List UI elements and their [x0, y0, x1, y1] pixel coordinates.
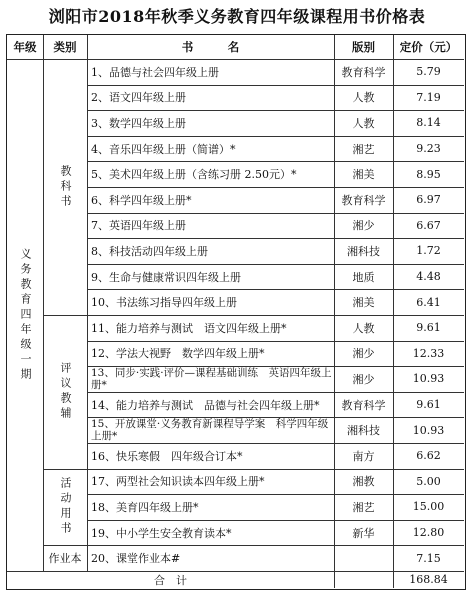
- publisher-cell: 南方: [352, 449, 375, 463]
- row-divider: [87, 238, 464, 239]
- row-divider: [87, 85, 464, 86]
- book-name-cell: 11、能力培养与测试 语文四年级上册*: [91, 321, 287, 335]
- publisher-cell: 湘艺: [352, 500, 375, 514]
- column-divider: [87, 35, 88, 571]
- publisher-cell: 湘教: [352, 475, 375, 489]
- page-title: 浏阳市2018年秋季义务教育四年级课程用书价格表: [48, 7, 426, 26]
- total-price: 168.84: [409, 573, 448, 586]
- row-divider: [87, 315, 464, 316]
- row-divider: [87, 187, 464, 188]
- grade-label: 义务教育四年级一期: [19, 247, 32, 383]
- row-divider: [87, 289, 464, 290]
- book-name-cell: 20、课堂作业本#: [91, 552, 181, 566]
- publisher-cell: 人教: [352, 116, 375, 130]
- book-name-cell: 8、科技活动四年级上册: [91, 244, 208, 258]
- book-name-cell: 9、生命与健康常识四年级上册: [91, 270, 241, 284]
- row-divider: [87, 136, 464, 137]
- price-cell: 6.41: [416, 295, 441, 309]
- price-table: [6, 34, 466, 590]
- category-textbook: 教科书: [59, 164, 72, 210]
- publisher-cell: 湘美: [352, 168, 375, 182]
- publisher-cell: 湘少: [352, 372, 375, 386]
- category-review: 评议教辅: [59, 361, 72, 422]
- book-name-cell: 16、快乐寒假 四年级合订本*: [91, 449, 243, 463]
- publisher-cell: 湘少: [352, 347, 375, 361]
- book-name-cell: 15、开放课堂·义务教育新课程导学案 科学四年级上册*: [91, 418, 329, 443]
- book-name-cell: 14、能力培养与测试 品德与社会四年级上册*: [91, 398, 320, 412]
- book-name-cell: 5、美术四年级上册（含练习册 2.50元）*: [91, 168, 297, 182]
- publisher-cell: 湘美: [352, 296, 375, 310]
- book-name-cell: 3、数学四年级上册: [91, 116, 186, 130]
- book-name-cell: 2、语文四年级上册: [91, 91, 186, 105]
- book-name-cell: 17、两型社会知识读本四年级上册*: [91, 475, 265, 489]
- book-name-cell: 1、品德与社会四年级上册: [91, 65, 219, 79]
- publisher-cell: 湘科技: [347, 244, 380, 258]
- column-divider: [393, 35, 394, 588]
- price-cell: 4.48: [416, 270, 441, 284]
- row-divider: [87, 494, 464, 495]
- price-cell: 7.19: [416, 90, 441, 104]
- price-cell: 9.61: [416, 398, 441, 412]
- book-name-cell: 6、科学四年级上册*: [91, 193, 192, 207]
- price-cell: 5.00: [416, 474, 441, 488]
- price-cell: 1.72: [416, 244, 441, 258]
- category-homework: 作业本: [48, 552, 82, 566]
- book-name-cell: 18、美育四年级上册*: [91, 500, 199, 514]
- header-price: 定价（元）: [399, 40, 458, 54]
- row-divider: [87, 341, 464, 342]
- book-name-cell: 12、学法大视野 数学四年级上册*: [91, 347, 265, 361]
- price-cell: 6.62: [416, 449, 441, 463]
- column-divider: [334, 35, 335, 588]
- price-cell: 10.93: [412, 372, 445, 386]
- publisher-cell: 人教: [352, 91, 375, 105]
- header-book-name: 书 名: [181, 40, 240, 54]
- price-cell: 6.67: [416, 218, 441, 232]
- column-divider: [43, 35, 44, 571]
- price-cell: 12.33: [412, 346, 445, 360]
- price-cell: 10.93: [412, 423, 445, 437]
- row-divider: [87, 520, 464, 521]
- total-label: 合 计: [154, 573, 187, 587]
- row-divider: [87, 110, 464, 111]
- header-category: 类别: [53, 40, 77, 54]
- price-cell: 8.14: [416, 116, 441, 130]
- book-name-cell: 4、音乐四年级上册（简谱）*: [91, 142, 236, 156]
- price-cell: 5.79: [416, 65, 441, 79]
- row-divider: [87, 264, 464, 265]
- price-cell: 9.61: [416, 321, 441, 335]
- row-divider: [87, 469, 464, 470]
- price-cell: 6.97: [416, 193, 441, 207]
- book-name-cell: 10、书法练习指导四年级上册: [91, 296, 237, 310]
- row-divider: [87, 392, 464, 393]
- book-name-cell: 7、英语四年级上册: [91, 219, 186, 233]
- book-name-cell: 13、同步·实践·评价—课程基础训练 英语四年级上册*: [91, 366, 332, 391]
- row-divider: [87, 545, 464, 546]
- publisher-cell: 教育科学: [341, 398, 386, 412]
- row-divider: [87, 443, 464, 444]
- row-divider: [87, 366, 464, 367]
- publisher-cell: 湘少: [352, 219, 375, 233]
- book-name-cell: 19、中小学生安全教育读本*: [91, 526, 232, 540]
- price-cell: 9.23: [416, 142, 441, 156]
- row-divider: [87, 417, 464, 418]
- publisher-cell: 教育科学: [341, 65, 386, 79]
- row-divider: [87, 213, 464, 214]
- price-cell: 12.80: [412, 526, 445, 540]
- price-cell: 15.00: [412, 500, 445, 514]
- header-grade: 年级: [13, 40, 37, 54]
- header-publisher: 版别: [352, 40, 375, 54]
- publisher-cell: 湘科技: [347, 424, 380, 438]
- publisher-cell: 人教: [352, 321, 375, 335]
- publisher-cell: [334, 545, 393, 571]
- price-cell: 8.95: [416, 167, 441, 181]
- category-activity: 活动用书: [59, 476, 72, 537]
- row-divider: [87, 161, 464, 162]
- price-cell: 7.15: [416, 551, 441, 565]
- publisher-cell: 新华: [352, 526, 375, 540]
- publisher-cell: 地质: [352, 270, 375, 284]
- publisher-cell: 湘艺: [352, 142, 375, 156]
- publisher-cell: 教育科学: [341, 193, 386, 207]
